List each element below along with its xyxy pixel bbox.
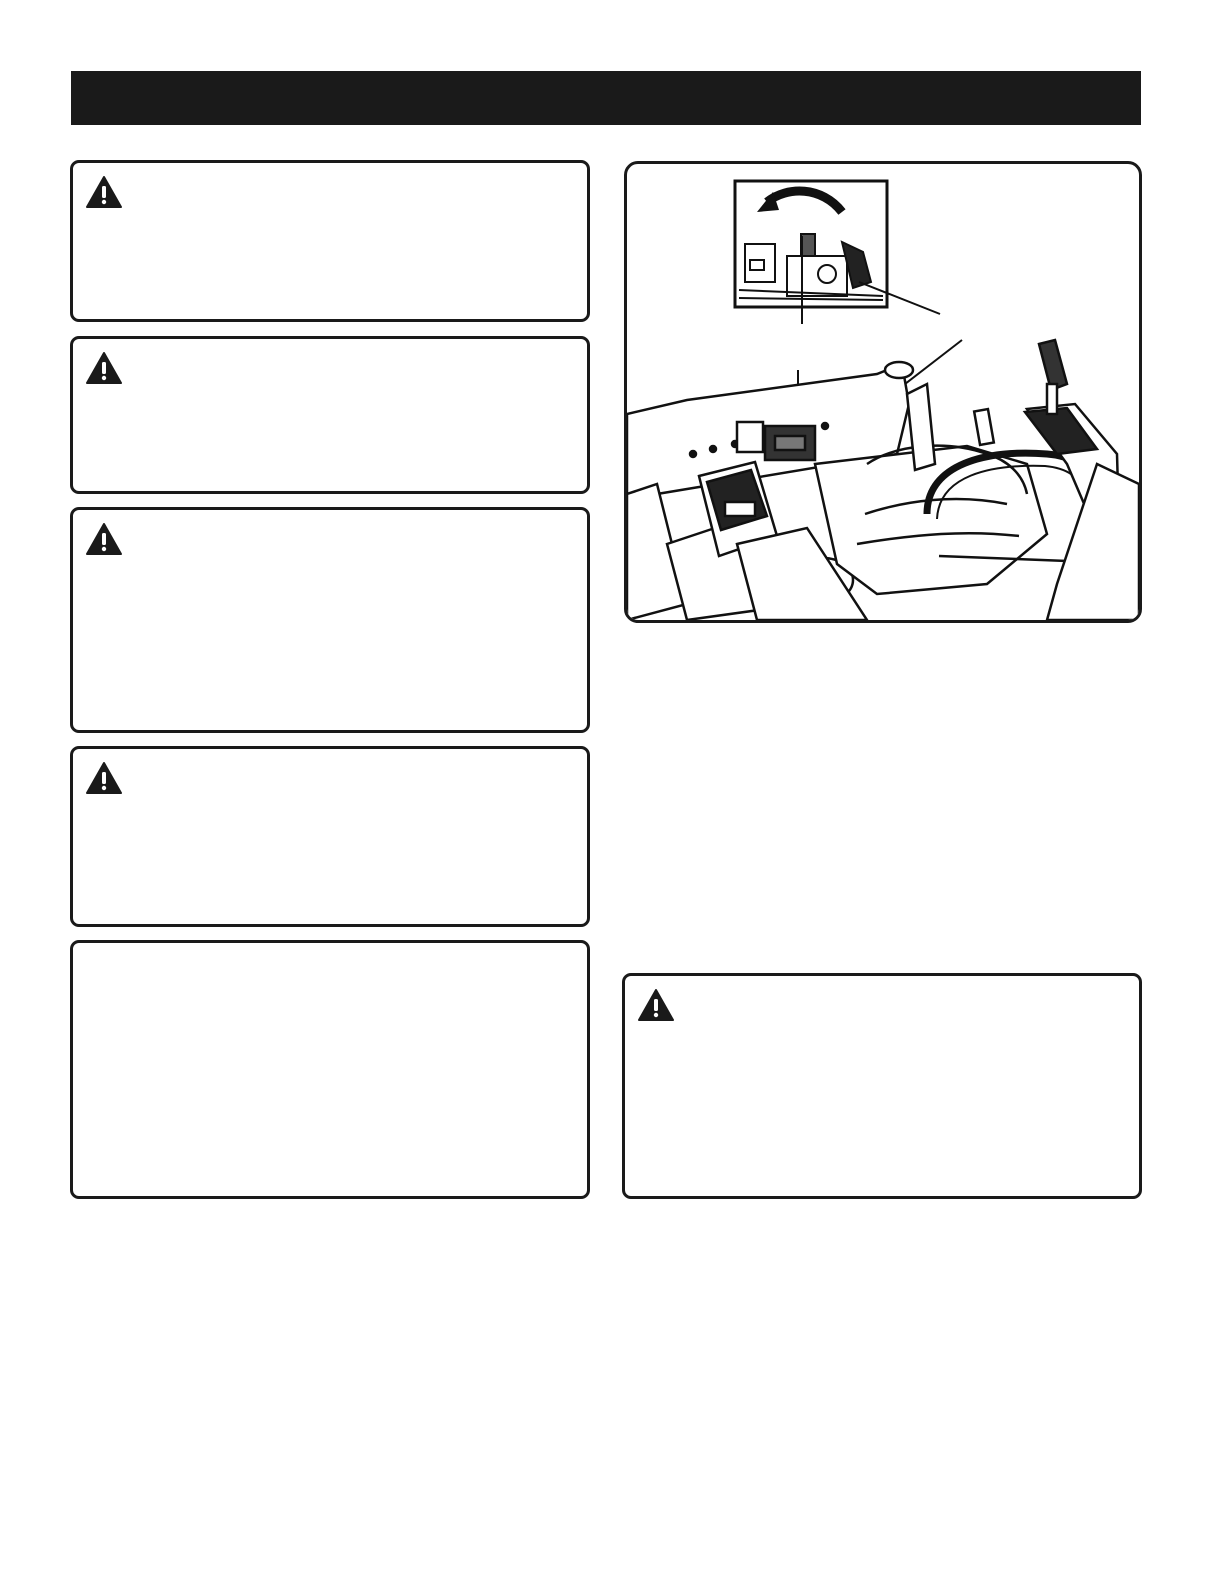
warning-box-right [622, 973, 1142, 1199]
mower-illustration [627, 164, 1139, 620]
notice-box [70, 940, 590, 1199]
figure-frame [624, 161, 1142, 623]
warning-triangle-icon [85, 175, 123, 209]
joystick-icon [1039, 340, 1067, 414]
warning-triangle-icon [637, 988, 675, 1022]
warning-box-2 [70, 336, 590, 494]
mower-body [627, 340, 1139, 620]
section-header-bar [71, 71, 1141, 125]
warning-box-4 [70, 746, 590, 927]
warning-triangle-icon [85, 761, 123, 795]
warning-triangle-icon [85, 522, 123, 556]
warning-box-1 [70, 160, 590, 322]
warning-triangle-icon [85, 351, 123, 385]
warning-box-3 [70, 507, 590, 733]
inset-detail [735, 181, 887, 307]
